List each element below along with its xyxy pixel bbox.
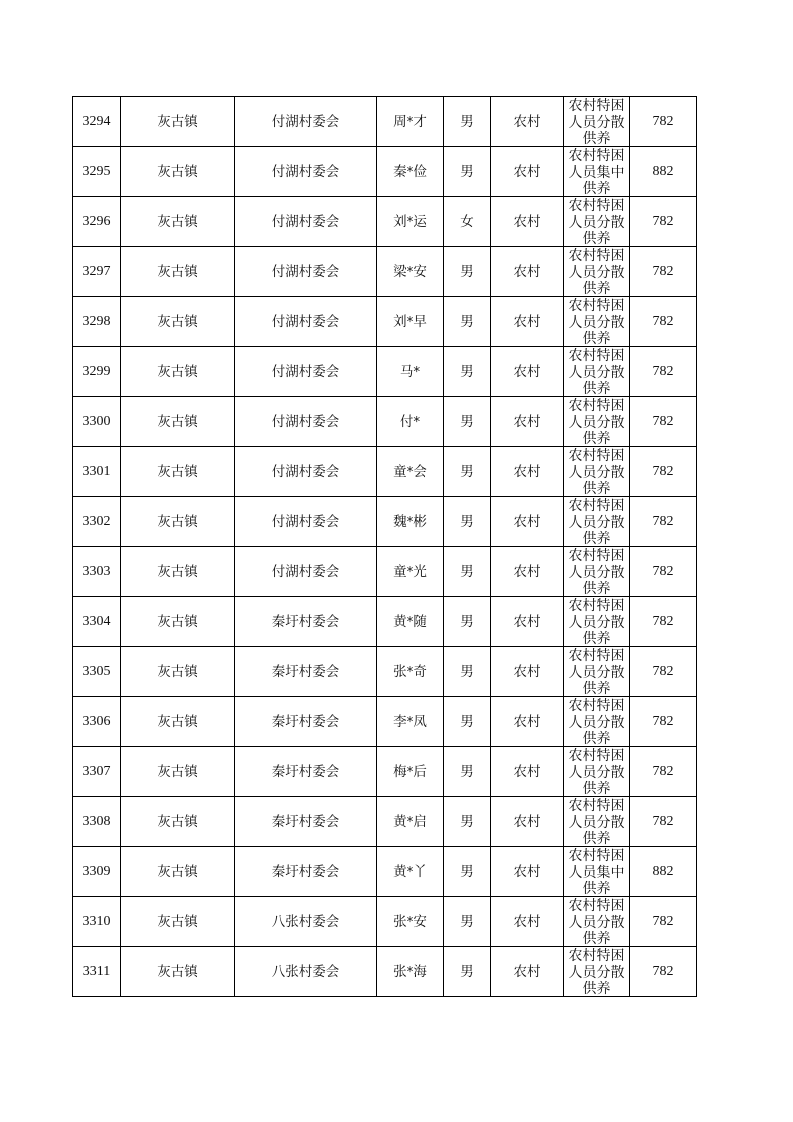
support-category-text: 农村特困人员集中供养: [568, 148, 625, 195]
cell-area-type: 农村: [491, 147, 564, 197]
cell-town: 灰古镇: [121, 747, 235, 797]
support-category-text: 农村特困人员分散供养: [568, 248, 625, 295]
cell-gender: 男: [444, 547, 491, 597]
cell-area-type: 农村: [491, 97, 564, 147]
cell-person-name: 秦*俭: [377, 147, 444, 197]
cell-village-committee: 付湖村委会: [235, 397, 377, 447]
cell-area-type: 农村: [491, 697, 564, 747]
cell-person-name: 张*奇: [377, 647, 444, 697]
cell-record-number: 3310: [73, 897, 121, 947]
cell-support-category: [564, 297, 630, 347]
table-row: [73, 297, 697, 347]
cell-record-number: 3307: [73, 747, 121, 797]
cell-support-category: [564, 647, 630, 697]
cell-amount: 782: [630, 747, 697, 797]
cell-person-name: 马*: [377, 347, 444, 397]
support-category-text: 农村特困人员分散供养: [568, 398, 625, 445]
cell-person-name: 黄*随: [377, 597, 444, 647]
support-category-text: 农村特困人员分散供养: [568, 198, 625, 245]
table-row: [73, 797, 697, 847]
cell-town: 灰古镇: [121, 347, 235, 397]
cell-amount: 782: [630, 697, 697, 747]
support-category-text: 农村特困人员分散供养: [568, 548, 625, 595]
cell-amount: 882: [630, 147, 697, 197]
table-row: [73, 197, 697, 247]
cell-village-committee: 付湖村委会: [235, 147, 377, 197]
cell-town: 灰古镇: [121, 597, 235, 647]
cell-amount: 782: [630, 947, 697, 997]
cell-village-committee: 秦圩村委会: [235, 597, 377, 647]
cell-support-category: [564, 147, 630, 197]
cell-area-type: 农村: [491, 247, 564, 297]
cell-record-number: 3301: [73, 447, 121, 497]
cell-village-committee: 秦圩村委会: [235, 847, 377, 897]
cell-amount: 782: [630, 797, 697, 847]
cell-area-type: 农村: [491, 947, 564, 997]
table-row: [73, 597, 697, 647]
cell-support-category: [564, 97, 630, 147]
cell-town: 灰古镇: [121, 97, 235, 147]
cell-person-name: 张*安: [377, 897, 444, 947]
cell-gender: 男: [444, 497, 491, 547]
cell-amount: 782: [630, 897, 697, 947]
cell-town: 灰古镇: [121, 797, 235, 847]
cell-area-type: 农村: [491, 447, 564, 497]
cell-town: 灰古镇: [121, 147, 235, 197]
cell-gender: 男: [444, 347, 491, 397]
cell-area-type: 农村: [491, 597, 564, 647]
cell-record-number: 3295: [73, 147, 121, 197]
cell-record-number: 3303: [73, 547, 121, 597]
cell-amount: 782: [630, 597, 697, 647]
cell-village-committee: 付湖村委会: [235, 547, 377, 597]
cell-area-type: 农村: [491, 397, 564, 447]
cell-village-committee: 付湖村委会: [235, 97, 377, 147]
support-category-text: 农村特困人员分散供养: [568, 948, 625, 995]
cell-village-committee: 秦圩村委会: [235, 747, 377, 797]
cell-area-type: 农村: [491, 197, 564, 247]
cell-person-name: 刘*早: [377, 297, 444, 347]
cell-person-name: 童*会: [377, 447, 444, 497]
support-category-text: 农村特困人员分散供养: [568, 748, 625, 795]
support-category-text: 农村特困人员分散供养: [568, 348, 625, 395]
cell-village-committee: 付湖村委会: [235, 347, 377, 397]
cell-amount: 782: [630, 197, 697, 247]
cell-support-category: [564, 447, 630, 497]
cell-area-type: 农村: [491, 747, 564, 797]
cell-town: 灰古镇: [121, 697, 235, 747]
support-category-text: 农村特困人员分散供养: [568, 798, 625, 845]
table-body: [73, 97, 697, 997]
cell-area-type: 农村: [491, 497, 564, 547]
cell-town: 灰古镇: [121, 197, 235, 247]
cell-gender: 女: [444, 197, 491, 247]
support-category-text: 农村特困人员分散供养: [568, 898, 625, 945]
cell-gender: 男: [444, 97, 491, 147]
cell-amount: 782: [630, 647, 697, 697]
cell-amount: 782: [630, 547, 697, 597]
cell-record-number: 3299: [73, 347, 121, 397]
cell-gender: 男: [444, 797, 491, 847]
cell-person-name: 周*才: [377, 97, 444, 147]
cell-area-type: 农村: [491, 847, 564, 897]
cell-town: 灰古镇: [121, 547, 235, 597]
cell-town: 灰古镇: [121, 447, 235, 497]
cell-record-number: 3298: [73, 297, 121, 347]
cell-amount: 782: [630, 247, 697, 297]
cell-area-type: 农村: [491, 297, 564, 347]
cell-person-name: 童*光: [377, 547, 444, 597]
cell-gender: 男: [444, 847, 491, 897]
cell-record-number: 3309: [73, 847, 121, 897]
support-category-text: 农村特困人员分散供养: [568, 298, 625, 345]
cell-support-category: [564, 547, 630, 597]
support-category-text: 农村特困人员分散供养: [568, 498, 625, 545]
cell-support-category: [564, 847, 630, 897]
cell-person-name: 刘*运: [377, 197, 444, 247]
cell-person-name: 李*凤: [377, 697, 444, 747]
cell-gender: 男: [444, 647, 491, 697]
cell-area-type: 农村: [491, 897, 564, 947]
cell-support-category: [564, 397, 630, 447]
support-category-text: 农村特困人员分散供养: [568, 648, 625, 695]
cell-record-number: 3302: [73, 497, 121, 547]
cell-support-category: [564, 697, 630, 747]
cell-village-committee: 付湖村委会: [235, 497, 377, 547]
cell-amount: 782: [630, 297, 697, 347]
table-row: [73, 347, 697, 397]
cell-town: 灰古镇: [121, 397, 235, 447]
cell-gender: 男: [444, 147, 491, 197]
table-row: [73, 147, 697, 197]
cell-amount: 782: [630, 447, 697, 497]
cell-record-number: 3311: [73, 947, 121, 997]
cell-amount: 782: [630, 97, 697, 147]
table-row: [73, 497, 697, 547]
table-row: [73, 97, 697, 147]
cell-gender: 男: [444, 747, 491, 797]
cell-amount: 782: [630, 397, 697, 447]
cell-support-category: [564, 247, 630, 297]
cell-area-type: 农村: [491, 797, 564, 847]
cell-record-number: 3297: [73, 247, 121, 297]
cell-town: 灰古镇: [121, 297, 235, 347]
cell-village-committee: 付湖村委会: [235, 447, 377, 497]
table-row: [73, 847, 697, 897]
cell-support-category: [564, 947, 630, 997]
table-row: [73, 647, 697, 697]
cell-support-category: [564, 897, 630, 947]
cell-village-committee: 秦圩村委会: [235, 647, 377, 697]
cell-person-name: 黄*启: [377, 797, 444, 847]
table-row: [73, 747, 697, 797]
cell-area-type: 农村: [491, 347, 564, 397]
cell-record-number: 3300: [73, 397, 121, 447]
cell-village-committee: 秦圩村委会: [235, 797, 377, 847]
cell-gender: 男: [444, 947, 491, 997]
cell-gender: 男: [444, 597, 491, 647]
cell-support-category: [564, 497, 630, 547]
cell-person-name: 张*海: [377, 947, 444, 997]
cell-support-category: [564, 797, 630, 847]
cell-person-name: 魏*彬: [377, 497, 444, 547]
cell-town: 灰古镇: [121, 497, 235, 547]
cell-village-committee: 付湖村委会: [235, 297, 377, 347]
table-row: [73, 897, 697, 947]
cell-town: 灰古镇: [121, 847, 235, 897]
cell-gender: 男: [444, 447, 491, 497]
cell-village-committee: 付湖村委会: [235, 197, 377, 247]
cell-gender: 男: [444, 297, 491, 347]
table-row: [73, 447, 697, 497]
cell-village-committee: 八张村委会: [235, 897, 377, 947]
cell-village-committee: 秦圩村委会: [235, 697, 377, 747]
cell-town: 灰古镇: [121, 947, 235, 997]
cell-amount: 782: [630, 347, 697, 397]
cell-amount: 782: [630, 497, 697, 547]
table-row: [73, 697, 697, 747]
cell-village-committee: 八张村委会: [235, 947, 377, 997]
cell-support-category: [564, 197, 630, 247]
cell-gender: 男: [444, 247, 491, 297]
cell-support-category: [564, 597, 630, 647]
cell-support-category: [564, 747, 630, 797]
cell-gender: 男: [444, 397, 491, 447]
cell-support-category: [564, 347, 630, 397]
cell-record-number: 3294: [73, 97, 121, 147]
table-row: [73, 397, 697, 447]
cell-record-number: 3305: [73, 647, 121, 697]
support-category-text: 农村特困人员分散供养: [568, 698, 625, 745]
cell-person-name: 梁*安: [377, 247, 444, 297]
support-category-text: 农村特困人员分散供养: [568, 98, 625, 145]
cell-amount: 882: [630, 847, 697, 897]
cell-town: 灰古镇: [121, 647, 235, 697]
cell-record-number: 3306: [73, 697, 121, 747]
table-row: [73, 947, 697, 997]
cell-area-type: 农村: [491, 547, 564, 597]
relief-recipients-table: [72, 96, 697, 997]
cell-gender: 男: [444, 697, 491, 747]
cell-person-name: 付*: [377, 397, 444, 447]
cell-town: 灰古镇: [121, 247, 235, 297]
cell-person-name: 黄*丫: [377, 847, 444, 897]
cell-area-type: 农村: [491, 647, 564, 697]
table-row: [73, 547, 697, 597]
cell-gender: 男: [444, 897, 491, 947]
cell-person-name: 梅*后: [377, 747, 444, 797]
cell-village-committee: 付湖村委会: [235, 247, 377, 297]
cell-town: 灰古镇: [121, 897, 235, 947]
table-row: [73, 247, 697, 297]
cell-record-number: 3308: [73, 797, 121, 847]
support-category-text: 农村特困人员集中供养: [568, 848, 625, 895]
cell-record-number: 3304: [73, 597, 121, 647]
cell-record-number: 3296: [73, 197, 121, 247]
support-category-text: 农村特困人员分散供养: [568, 598, 625, 645]
support-category-text: 农村特困人员分散供养: [568, 448, 625, 495]
